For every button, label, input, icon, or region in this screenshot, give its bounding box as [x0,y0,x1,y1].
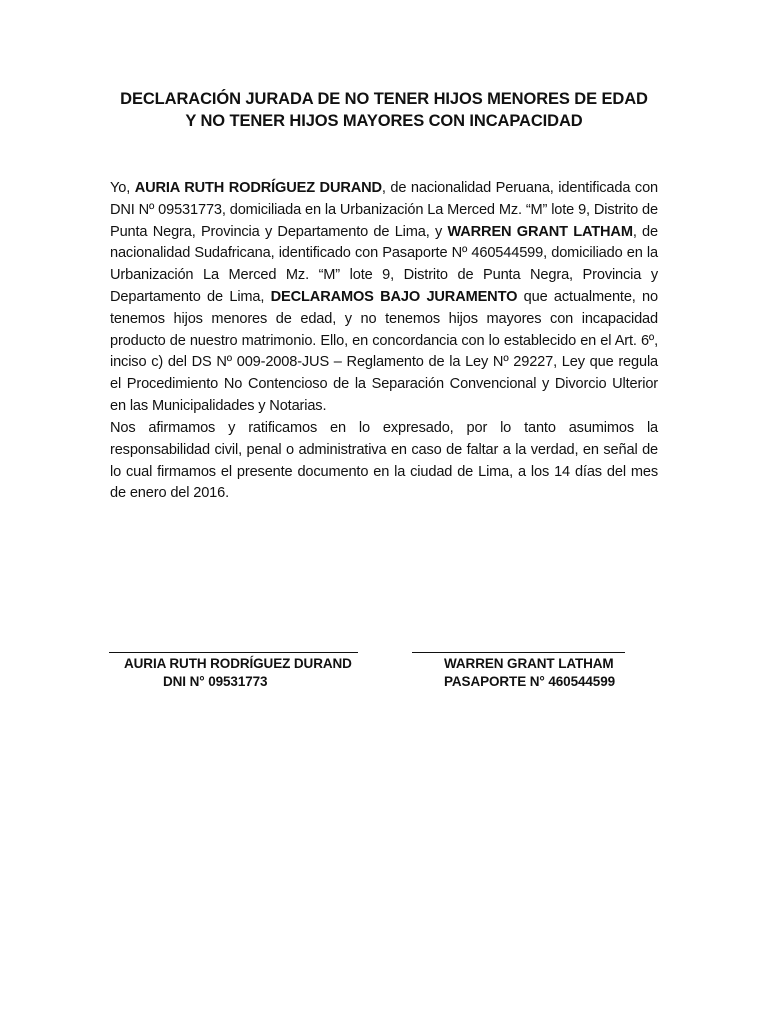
declaration-phrase: DECLARAMOS BAJO JURAMENTO [270,288,518,305]
declarant-1-name: AURIA RUTH RODRÍGUEZ DURAND [134,180,382,196]
signature-2-id: PASAPORTE N° 460544599 [444,674,616,689]
paragraph1-text-3: , de nacionalidad Sudafricana, identificado con Pasaporte Nº 460544599, domiciliado en la Urbanización La Merced Mz. “M” lote 9, Distrito de Punta Negra, Provincia y Departamento de Lima, [110,223,658,305]
title-line-2: Y NO TENER HIJOS MAYORES CON INCAPACIDAD [185,112,583,130]
signature-line-2 [412,652,625,653]
signature-1-id: DNI N° 09531773 [163,674,268,689]
signature-line-1 [109,652,358,653]
paragraph1-text-1: Yo, [110,180,135,196]
paragraph1-text-4: que actualmente, no tenemos hijos menores de edad, y no tenemos hijos mayores con incapacidad producto de nuestro matrimonio. Ello, en concordancia con lo establecido en el Art. 6º, inciso c) del DS Nº 009-2008-JUS – Reglamento de la Ley Nº 29227, Ley que regula el Procedimiento No Contencioso de la Separación Convencional y Divorcio Ulterior en las Municipalidades y Notarias. [110,288,658,414]
signature-1-name: AURIA RUTH RODRÍGUEZ DURAND [124,656,352,671]
signature-2-name: WARREN GRANT LATHAM [444,656,614,671]
paragraph1-text-2: , de nacionalidad Peruana, identificada con DNI Nº 09531773, domiciliada en la Urbanización La Merced Mz. “M” lote 9, Distrito de Punta Negra, Provincia y Departamento de Lima, y [110,180,658,240]
document-title [100,88,668,132]
declaration-paragraph [110,178,658,418]
declarant-2-name: WARREN GRANT LATHAM [447,223,633,240]
title-line-1: DECLARACIÓN JURADA DE NO TENER HIJOS MENORES DE EDAD [120,90,648,108]
ratification-paragraph: Nos afirmamos y ratificamos en lo expresado, por lo tanto asumimos la responsabilidad civil, penal o administrativa en caso de faltar a la verdad, en señal de lo cual firmamos el presente documento en la ciudad de Lima, a los 14 días del mes de enero del 2016. [110,420,658,502]
